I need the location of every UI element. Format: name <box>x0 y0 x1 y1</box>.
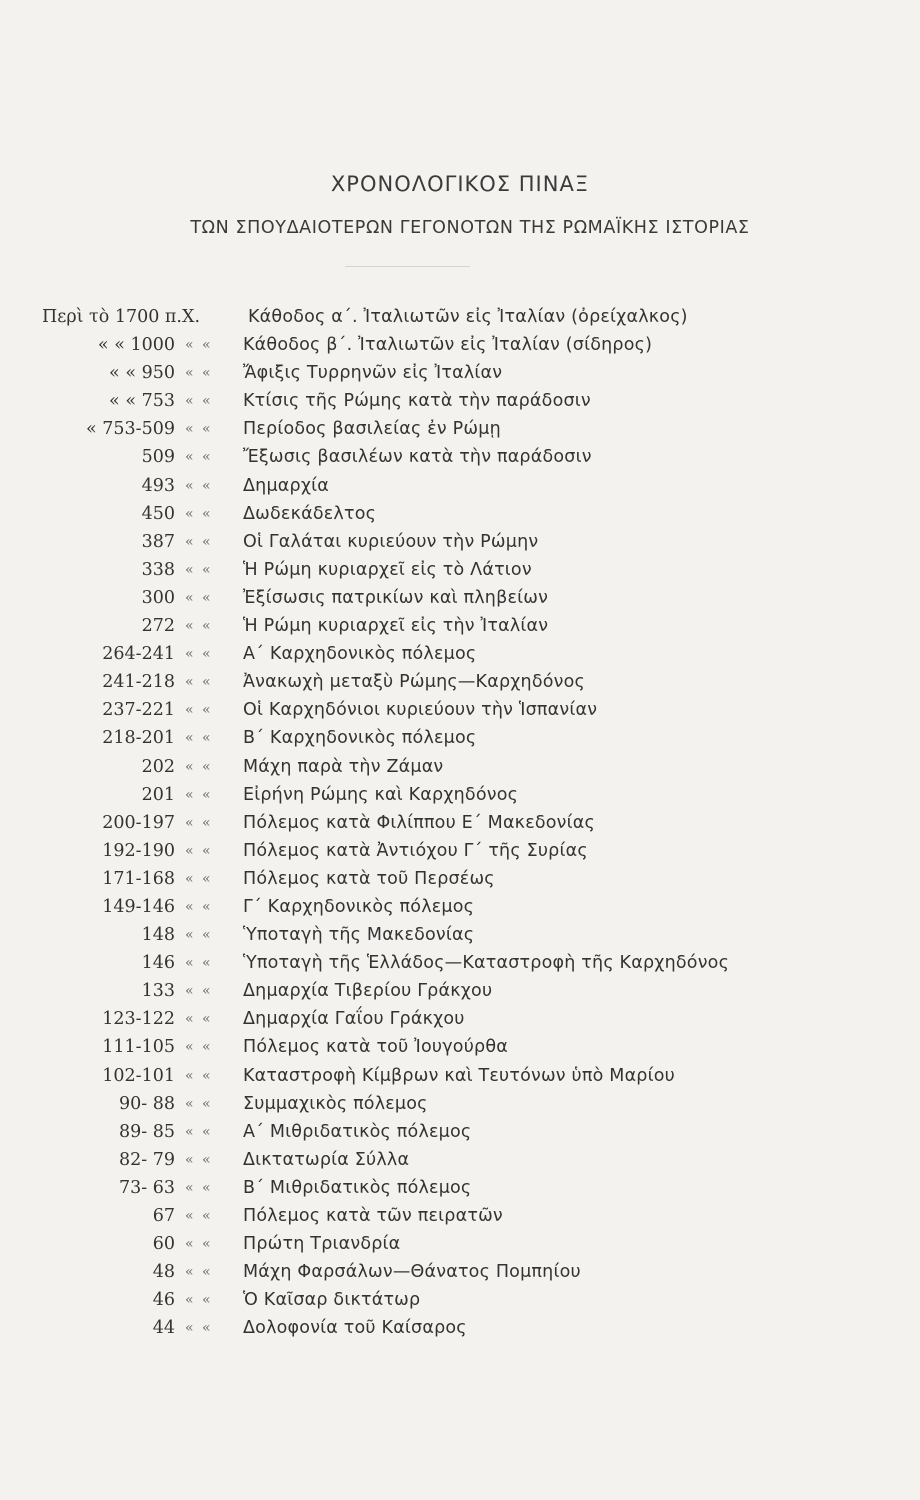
entry-event: Οἱ Καρχηδόνιοι κυριεύουν τὴν Ἱσπανίαν <box>243 700 598 721</box>
ditto-marks: « « <box>185 589 213 606</box>
page-title: ΧΡΟΝΟΛΟΓΙΚΟΣ ΠΙΝΑΞ <box>330 172 590 196</box>
entry-event: Κάθοδος α΄. Ἰταλιωτῶν εἰς Ἰταλίαν (ὀρείχαλκος) <box>248 307 688 327</box>
entry-date: 201 <box>141 784 175 805</box>
entry-date: 264-241 <box>102 644 175 665</box>
entry-event: Ὑποταγὴ τῆς Ἑλλάδος—Καταστροφὴ τῆς Καρχηδόνος <box>243 953 730 974</box>
chronology-row <box>0 443 920 471</box>
chronology-row <box>0 1230 920 1258</box>
entry-date: 148 <box>141 925 175 946</box>
ditto-marks: « « <box>185 1292 213 1309</box>
entry-event: Β΄ Μιθριδατικὸς πόλεμος <box>243 1177 472 1198</box>
ditto-marks: « « <box>185 898 213 915</box>
entry-event: Κάθοδος β΄. Ἰταλιωτῶν εἰς Ἰταλίαν (σίδηρος) <box>243 335 653 356</box>
chronology-row <box>0 1174 920 1202</box>
entry-date: 450 <box>141 503 175 524</box>
entry-date: 237-221 <box>102 700 175 721</box>
chronology-row <box>0 1090 920 1118</box>
entry-date: 146 <box>141 953 175 974</box>
chronology-row <box>0 528 920 556</box>
entry-event: Ὁ Καῖσαρ δικτάτωρ <box>243 1290 421 1311</box>
chronology-row <box>0 331 920 359</box>
ditto-marks: « « <box>185 337 213 354</box>
entry-date: 90- 88 <box>118 1093 175 1114</box>
ditto-marks: « « <box>185 842 213 859</box>
chronology-row <box>0 921 920 949</box>
entry-event: Ἐξίσωσις πατρικίων καὶ πληβείων <box>243 587 549 608</box>
chronology-row <box>0 1202 920 1230</box>
entry-event: Δημαρχία Τιβερίου Γράκχου <box>243 981 493 1002</box>
entry-date: 102-101 <box>102 1065 175 1086</box>
chronology-row <box>0 809 920 837</box>
ditto-marks: « « <box>185 1011 213 1028</box>
entry-event: Κτίσις τῆς Ρώμης κατὰ τὴν παράδοσιν <box>243 391 591 412</box>
chronology-row <box>0 584 920 612</box>
ditto-marks: « « <box>185 814 213 831</box>
page-subtitle: ΤΩΝ ΣΠΟΥΔΑΙΟΤΕΡΩΝ ΓΕΓΟΝΟΤΩΝ ΤΗΣ ΡΩΜΑΪΚΗΣ ΙΣΤΟΡΙΑΣ <box>190 218 750 238</box>
chronology-row <box>0 1033 920 1061</box>
entry-event: Ὑποταγὴ τῆς Μακεδονίας <box>243 925 475 946</box>
entry-event: Συμμαχικὸς πόλεμος <box>243 1093 428 1114</box>
chronology-row <box>0 303 920 331</box>
entry-event: Πόλεμος κατὰ τοῦ Ἰουγούρθα <box>243 1037 508 1058</box>
entry-date: 67 <box>152 1206 175 1226</box>
entry-event: Γ΄ Καρχηδονικὸς πόλεμος <box>243 896 475 917</box>
chronology-row <box>0 1258 920 1286</box>
entry-date: 200-197 <box>102 812 175 833</box>
chronology-row <box>0 1005 920 1033</box>
chronology-row <box>0 556 920 584</box>
ditto-marks: « « <box>185 533 213 550</box>
chronology-row <box>0 387 920 415</box>
chronology-row <box>0 640 920 668</box>
chronology-row <box>0 865 920 893</box>
entry-event: Ἔξωσις βασιλέων κατὰ τὴν παράδοσιν <box>243 447 592 468</box>
title-divider <box>345 266 470 267</box>
entry-event: Μάχη παρὰ τὴν Ζάμαν <box>243 756 444 777</box>
entry-event: Οἱ Γαλάται κυριεύουν τὴν Ρώμην <box>243 531 539 552</box>
chronology-row <box>0 668 920 696</box>
chronology-row <box>0 1286 920 1314</box>
ditto-marks: « « <box>185 1095 213 1112</box>
entry-event: Καταστροφὴ Κίμβρων καὶ Τευτόνων ὑπὸ Μαρίου <box>243 1065 675 1086</box>
chronology-row <box>0 472 920 500</box>
ditto-marks: « « <box>185 1067 213 1084</box>
entry-event: Δικτατωρία Σύλλα <box>243 1149 410 1170</box>
entry-date: 509 <box>141 447 175 468</box>
chronology-row <box>0 893 920 921</box>
entry-date: 133 <box>141 981 175 1002</box>
chronology-row <box>0 977 920 1005</box>
entry-date: 202 <box>141 756 175 777</box>
ditto-marks: « « <box>185 449 213 466</box>
chronology-row <box>0 1146 920 1174</box>
entry-date: 192-190 <box>102 840 175 861</box>
chronology-list <box>0 303 920 1342</box>
ditto-marks: « « <box>185 758 213 775</box>
chronology-row <box>0 724 920 752</box>
entry-event: Ἀνακωχὴ μεταξὺ Ρώμης—Καρχηδόνος <box>243 672 586 693</box>
entry-date: 149-146 <box>102 896 175 917</box>
chronology-row <box>0 612 920 640</box>
entry-event: Περίοδος βασιλείας ἐν Ρώμῃ <box>243 419 501 440</box>
entry-date: 218-201 <box>102 728 175 749</box>
ditto-marks: « « <box>185 646 213 663</box>
entry-event: Δημαρχία Γαΐου Γράκχου <box>243 1009 465 1030</box>
entry-date: 73- 63 <box>118 1177 175 1198</box>
entry-date: 241-218 <box>102 672 175 693</box>
ditto-marks: « « <box>185 1208 213 1224</box>
ditto-marks: « « <box>185 365 213 382</box>
entry-date: 60 <box>152 1234 175 1255</box>
entry-date: 44 <box>152 1318 175 1339</box>
entry-event: Πρώτη Τριανδρία <box>243 1234 401 1255</box>
ditto-marks: « « <box>185 561 213 578</box>
entry-date: 493 <box>141 475 175 496</box>
chronology-row <box>0 500 920 528</box>
entry-date: 111-105 <box>102 1037 175 1058</box>
ditto-marks: « « <box>185 505 213 522</box>
entry-date: 89- 85 <box>118 1121 175 1142</box>
entry-event: Δολοφονία τοῦ Καίσαρος <box>243 1318 467 1339</box>
ditto-marks: « « <box>185 955 213 972</box>
entry-date: 82- 79 <box>118 1149 175 1170</box>
entry-date: 48 <box>152 1262 175 1283</box>
ditto-marks: « « <box>185 421 213 438</box>
chronology-row <box>0 837 920 865</box>
ditto-marks: « « <box>185 477 213 494</box>
entry-date: 338 <box>141 559 175 580</box>
chronology-row <box>0 949 920 977</box>
entry-date: 272 <box>141 616 175 637</box>
entry-date: 46 <box>152 1290 175 1311</box>
entry-date: « « 1000 <box>97 335 175 356</box>
chronology-row <box>0 1314 920 1342</box>
ditto-marks: « « <box>185 786 213 803</box>
chronology-row <box>0 781 920 809</box>
entry-event: Δωδεκάδελτος <box>243 503 377 524</box>
entry-date: 387 <box>141 531 175 552</box>
ditto-marks: « « <box>185 983 213 1000</box>
entry-event: Δημαρχία <box>243 475 330 496</box>
ditto-marks: « « <box>185 702 213 719</box>
chronology-row <box>0 359 920 387</box>
entry-event: Εἰρήνη Ρώμης καὶ Καρχηδόνος <box>243 784 519 805</box>
entry-date: 123-122 <box>102 1009 175 1030</box>
entry-event: Πόλεμος κατὰ τοῦ Περσέως <box>243 868 495 889</box>
ditto-marks: « « <box>185 1151 213 1168</box>
chronology-row <box>0 415 920 443</box>
entry-event: Πόλεμος κατὰ τῶν πειρατῶν <box>243 1206 503 1226</box>
entry-event: Πόλεμος κατὰ Φιλίππου Ε΄ Μακεδονίας <box>243 812 595 833</box>
ditto-marks: « « <box>185 1123 213 1140</box>
entry-date: « « 950 <box>109 363 175 384</box>
entry-event: Β΄ Καρχηδονικὸς πόλεμος <box>243 728 477 749</box>
ditto-marks: « « <box>185 1039 213 1056</box>
ditto-marks: « « <box>185 674 213 691</box>
ditto-marks: « « <box>185 730 213 747</box>
ditto-marks: « « <box>185 870 213 887</box>
entry-event: Ἄφιξις Τυρρηνῶν εἰς Ἰταλίαν <box>243 363 503 384</box>
ditto-marks: « « <box>185 1264 213 1281</box>
entry-event: Α΄ Καρχηδονικὸς πόλεμος <box>243 644 477 665</box>
chronology-row <box>0 1062 920 1090</box>
entry-event: Α΄ Μιθριδατικὸς πόλεμος <box>243 1121 472 1142</box>
ditto-marks: « « <box>185 1320 213 1337</box>
ditto-marks: « « <box>185 1179 213 1196</box>
entry-date: Περὶ τὸ 1700 π.Χ. <box>42 307 201 327</box>
entry-event: Πόλεμος κατὰ Ἀντιόχου Γ΄ τῆς Συρίας <box>243 840 588 861</box>
ditto-marks: « « <box>185 1236 213 1253</box>
chronology-row <box>0 1118 920 1146</box>
entry-date: « 753-509 <box>86 419 175 440</box>
entry-event: Ἡ Ρώμη κυριαρχεῖ εἰς τὴν Ἰταλίαν <box>243 616 549 637</box>
ditto-marks: « « <box>185 927 213 944</box>
ditto-marks: « « <box>185 618 213 635</box>
entry-date: 171-168 <box>102 868 175 889</box>
entry-date: « « 753 <box>109 391 175 412</box>
entry-event: Μάχη Φαρσάλων—Θάνατος Πομπηίου <box>243 1262 581 1283</box>
ditto-marks: « « <box>185 393 213 410</box>
chronology-row <box>0 696 920 724</box>
chronology-row <box>0 753 920 781</box>
entry-event: Ἡ Ρώμη κυριαρχεῖ εἰς τὸ Λάτιον <box>243 559 532 580</box>
entry-date: 300 <box>141 587 175 608</box>
